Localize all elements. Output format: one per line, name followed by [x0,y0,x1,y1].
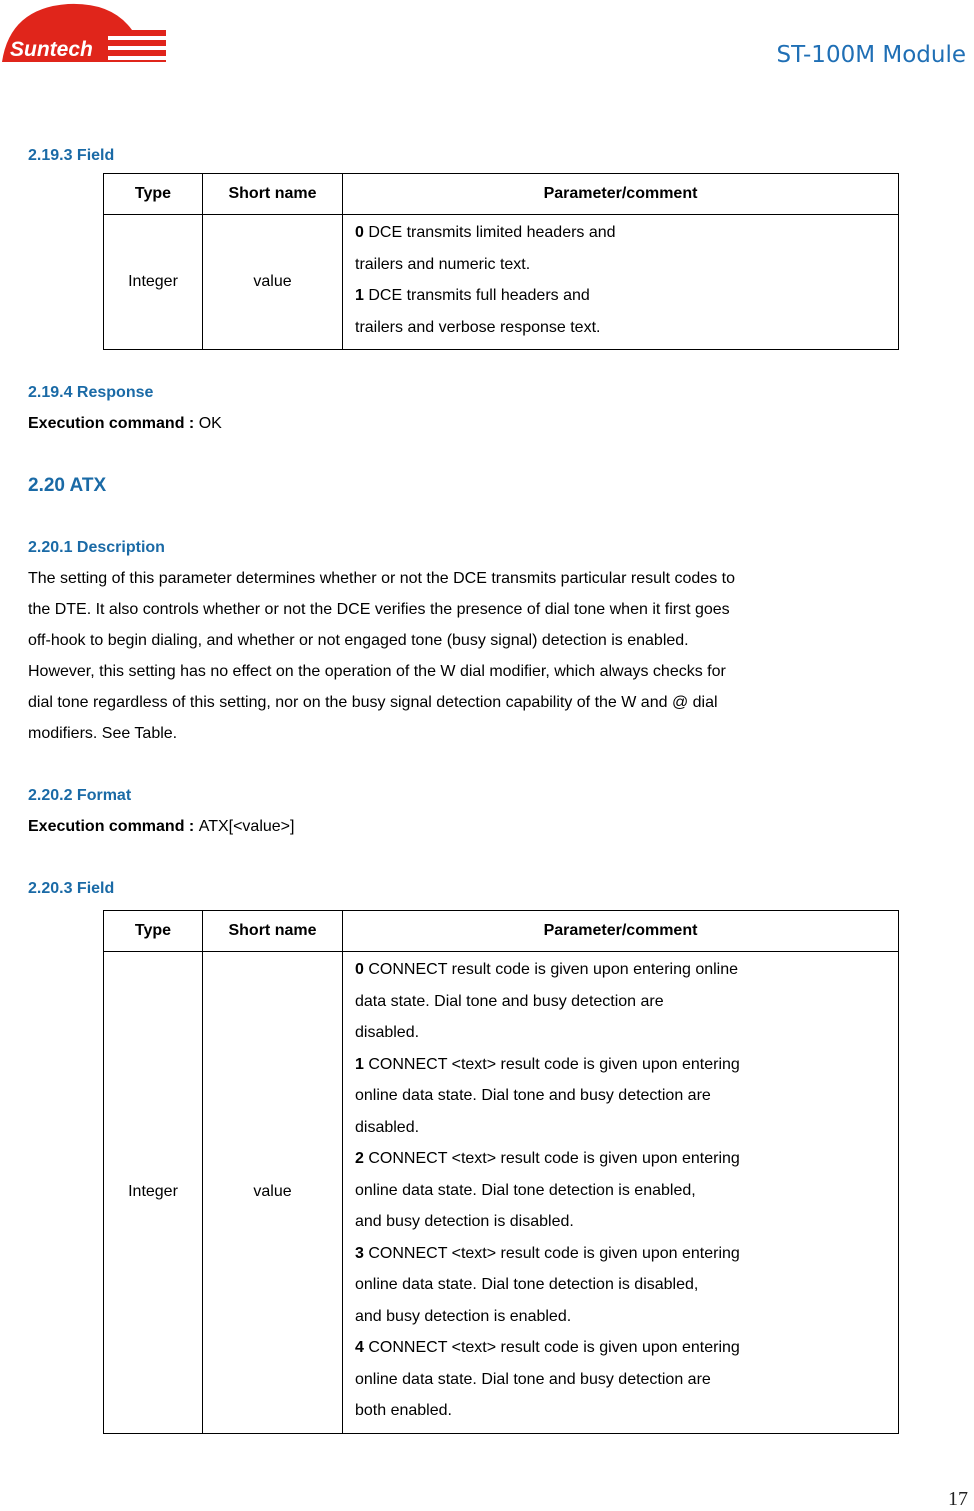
option-text: data state. Dial tone and busy detection are [355,992,664,1010]
table-header-row [104,911,899,952]
cell-parameter [343,215,899,350]
section-heading-2193: 2.19.3 Field [28,147,115,164]
cell-short-name: value [203,215,343,350]
logo-text: Suntech [10,38,93,61]
col-header-type: Type [104,911,203,952]
option-text: both enabled. [355,1402,452,1419]
option-number: 0 [355,224,364,241]
exec-label: Execution command : [28,818,199,835]
response-exec-line [28,408,908,439]
param-option [355,217,886,280]
description-line: the DTE. It also controls whether or not the DCE verifies the presence of dial tone when it first goes [28,601,730,618]
col-header-short-name: Short name [203,911,343,952]
option-text: CONNECT <text> result code is given upon entering [363,1055,740,1073]
module-title: ST-100M Module [776,42,966,68]
section-heading-220: 2.20 ATX [28,475,107,496]
option-number: 1 [355,287,364,304]
option-number: 0 [355,961,364,978]
option-text: and busy detection is disabled. [355,1213,574,1230]
option-text: DCE transmits full headers and [363,287,590,304]
param-option [355,1332,886,1427]
cell-short-name: value [203,952,343,1434]
option-number: 4 [355,1339,364,1356]
description-line: dial tone regardless of this setting, nor on the busy signal detection capability of the W and @ dial [28,694,718,711]
section-heading-2203: 2.20.3 Field [28,880,115,897]
option-text: CONNECT <text> result code is given upon entering [363,1244,740,1262]
option-text: online data state. Dial tone detection is enabled, [355,1181,696,1199]
description-line: However, this setting has no effect on the operation of the W dial modifier, which always checks for [28,663,726,680]
param-option [355,280,886,343]
param-option [355,1143,886,1238]
option-text: trailers and numeric text. [355,255,531,273]
description-paragraph [28,563,908,749]
option-text: CONNECT <text> result code is given upon entering [363,1339,740,1356]
option-number: 1 [355,1055,364,1073]
cell-type: Integer [104,215,203,350]
option-text: and busy detection is enabled. [355,1307,572,1325]
param-option [355,954,886,1049]
exec-label: Execution command : [28,415,199,432]
option-text: trailers and verbose response text. [355,318,601,336]
section-heading-2194: 2.19.4 Response [28,384,154,401]
suntech-logo [0,0,166,70]
exec-value: ATX[<value>] [198,818,295,835]
option-text: CONNECT <text> result code is given upon entering [363,1150,740,1167]
page-number: 17 [948,1488,968,1510]
col-header-short-name: Short name [203,174,343,215]
option-text: CONNECT result code is given upon entering online [363,961,739,978]
option-number: 2 [355,1150,364,1167]
cell-parameter [343,952,899,1434]
description-line: off-hook to begin dialing, and whether or not engaged tone (busy signal) detection is enabled. [28,632,689,649]
document-body [28,140,908,1434]
description-line: modifiers. See Table. [28,725,178,742]
col-header-type: Type [104,174,203,215]
col-header-parameter: Parameter/comment [343,911,899,952]
col-header-parameter: Parameter/comment [343,174,899,215]
table-row [104,215,899,350]
option-text: disabled. [355,1024,420,1041]
option-text: disabled. [355,1118,420,1136]
table-header-row [104,174,899,215]
format-exec-line [28,811,908,842]
option-number: 3 [355,1244,364,1262]
table-row [104,952,899,1434]
param-option [355,1238,886,1333]
option-text: DCE transmits limited headers and [363,224,616,241]
description-line: The setting of this parameter determines whether or not the DCE transmits particular result codes to [28,570,735,587]
cell-type: Integer [104,952,203,1434]
field-table-2 [103,910,899,1434]
field-table-1 [103,173,899,350]
exec-value: OK [198,415,222,432]
option-text: online data state. Dial tone detection is disabled, [355,1276,699,1293]
section-heading-2202: 2.20.2 Format [28,787,132,804]
option-text: online data state. Dial tone and busy detection are [355,1087,711,1104]
param-option [355,1049,886,1144]
section-heading-2201: 2.20.1 Description [28,539,165,556]
option-text: online data state. Dial tone and busy detection are [355,1370,711,1388]
